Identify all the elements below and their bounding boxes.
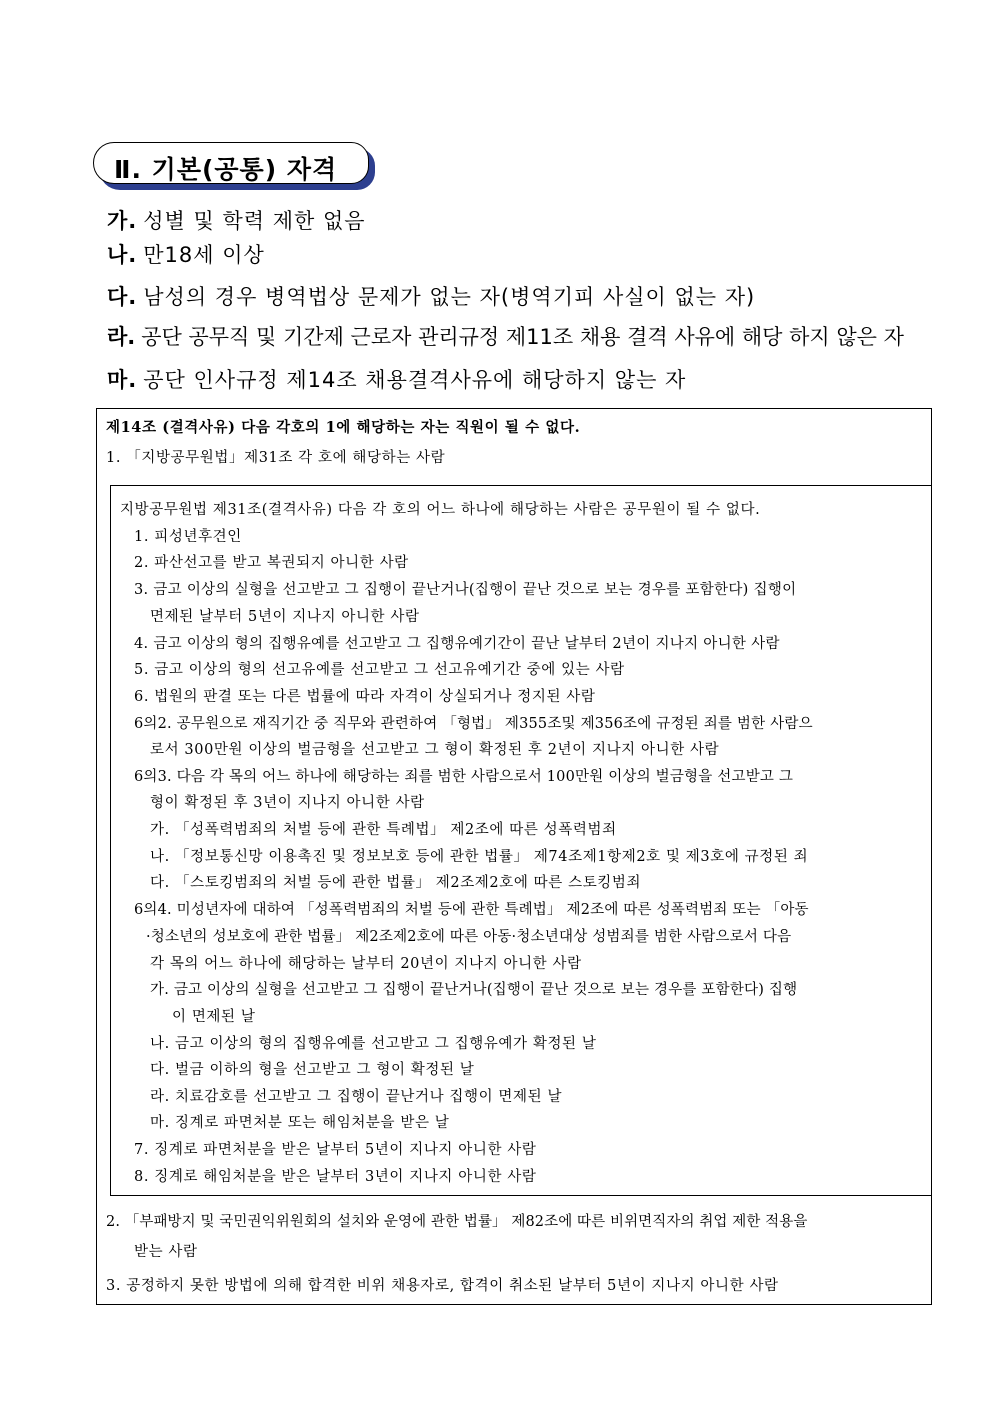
regulation-item-3: 3. 공정하지 못한 방법에 의해 합격한 비위 채용자로, 합격이 취소된 날부터 5년이 지나지 아니한 사람 [106, 1278, 779, 1294]
inner-line: 6의4. 미성년자에 대하여 「성폭력범죄의 처벌 등에 관한 특례법」 제2조에 따른 성폭력범죄 또는 「아동 [134, 902, 809, 918]
inner-line: 3. 금고 이상의 실형을 선고받고 그 집행이 끝난거나(집행이 끝난 것으로 보는 경우를 포함한다) 집행이 [134, 582, 797, 598]
section-header [93, 142, 377, 194]
inner-line: 2. 파산선고를 받고 복권되지 아니한 사람 [134, 555, 409, 571]
inner-line: 6의2. 공무원으로 재직기간 중 직무와 관련하여 「형법」 제355조및 제356조에 규정된 죄를 범한 사람으 [134, 716, 813, 732]
inner-line: 8. 징계로 해임처분을 받은 날부터 3년이 지나지 아니한 사람 [134, 1169, 537, 1185]
inner-line: 이 면제된 날 [172, 1009, 256, 1025]
qualification-item: 가. 성별 및 학력 제한 없음 [107, 209, 366, 233]
qualification-item: 마. 공단 인사규정 제14조 채용결격사유에 해당하지 않는 자 [107, 368, 687, 392]
inner-line: 나. 「정보통신망 이용촉진 및 정보보호 등에 관한 법률」 제74조제1항제2호 및 제3호에 규정된 죄 [150, 849, 809, 865]
inner-line: 나. 금고 이상의 형의 집행유예를 선고받고 그 집행유예가 확정된 날 [150, 1036, 597, 1052]
qualification-item: 나. 만18세 이상 [107, 243, 265, 267]
inner-line: 7. 징계로 파면처분을 받은 날부터 5년이 지나지 아니한 사람 [134, 1142, 537, 1158]
inner-line: 가. 금고 이상의 실형을 선고받고 그 집행이 끝난거나(집행이 끝난 것으로 보는 경우를 포함한다) 집행 [150, 982, 798, 998]
inner-line: 형이 확정된 후 3년이 지나지 아니한 사람 [150, 795, 425, 811]
inner-line: 4. 금고 이상의 형의 집행유예를 선고받고 그 집행유예기간이 끝난 날부터 2년이 지나지 아니한 사람 [134, 636, 780, 652]
qualification-item: 다. 남성의 경우 병역법상 문제가 없는 자(병역기피 사실이 없는 자) [107, 285, 756, 309]
inner-line: 다. 벌금 이하의 형을 선고받고 그 형이 확정된 날 [150, 1062, 475, 1078]
inner-line: ·청소년의 성보호에 관한 법률」 제2조제2호에 따른 아동·청소년대상 성범죄를 범한 사람으로서 다음 [146, 929, 792, 945]
inner-line: 각 목의 어느 하나에 해당하는 날부터 20년이 지나지 아니한 사람 [150, 956, 582, 972]
section-title: Ⅱ. 기본(공통) 자격 [114, 155, 338, 184]
section-header-box [93, 142, 369, 184]
inner-line: 마. 징계로 파면처분 또는 해임처분을 받은 날 [150, 1115, 450, 1131]
inner-line: 1. 피성년후견인 [134, 529, 242, 545]
inner-line: 6. 법원의 판결 또는 다른 법률에 따라 자격이 상실되거나 정지된 사람 [134, 689, 596, 705]
inner-line: 라. 치료감호를 선고받고 그 집행이 끝난거나 집행이 면제된 날 [150, 1089, 563, 1105]
regulation-item-1: 1. 「지방공무원법」제31조 각 호에 해당하는 사람 [106, 450, 446, 466]
inner-heading: 지방공무원법 제31조(결격사유) 다음 각 호의 어느 하나에 해당하는 사람은 공무원이 될 수 없다. [120, 502, 761, 518]
inner-line: 5. 금고 이상의 형의 선고유예를 선고받고 그 선고유예기간 중에 있는 사람 [134, 662, 625, 678]
inner-line: 면제된 날부터 5년이 지나지 아니한 사람 [150, 609, 420, 625]
regulation-heading: 제14조 (결격사유) 다음 각호의 1에 해당하는 자는 직원이 될 수 없다. [106, 419, 581, 436]
inner-line: 6의3. 다음 각 목의 어느 하나에 해당하는 죄를 범한 사람으로서 100만원 이상의 벌금형을 선고받고 그 [134, 769, 794, 785]
inner-line: 가. 「성폭력범죄의 처벌 등에 관한 특례법」 제2조에 따른 성폭력범죄 [150, 822, 617, 838]
regulation-item-2: 2. 「부패방지 및 국민권익위원회의 설치와 운영에 관한 법률」 제82조에 따른 비위면직자의 취업 제한 적용을 [106, 1214, 808, 1230]
qualification-item: 라. 공단 공무직 및 기간제 근로자 관리규정 제11조 채용 결격 사유에 해당 하지 않은 자 [107, 325, 904, 349]
inner-line: 다. 「스토킹범죄의 처벌 등에 관한 법률」 제2조제2호에 따른 스토킹범죄 [150, 875, 642, 891]
regulation-item-2-cont: 받는 사람 [134, 1244, 198, 1260]
inner-line: 로서 300만원 이상의 벌금형을 선고받고 그 형이 확정된 후 2년이 지나지 아니한 사람 [150, 742, 720, 758]
